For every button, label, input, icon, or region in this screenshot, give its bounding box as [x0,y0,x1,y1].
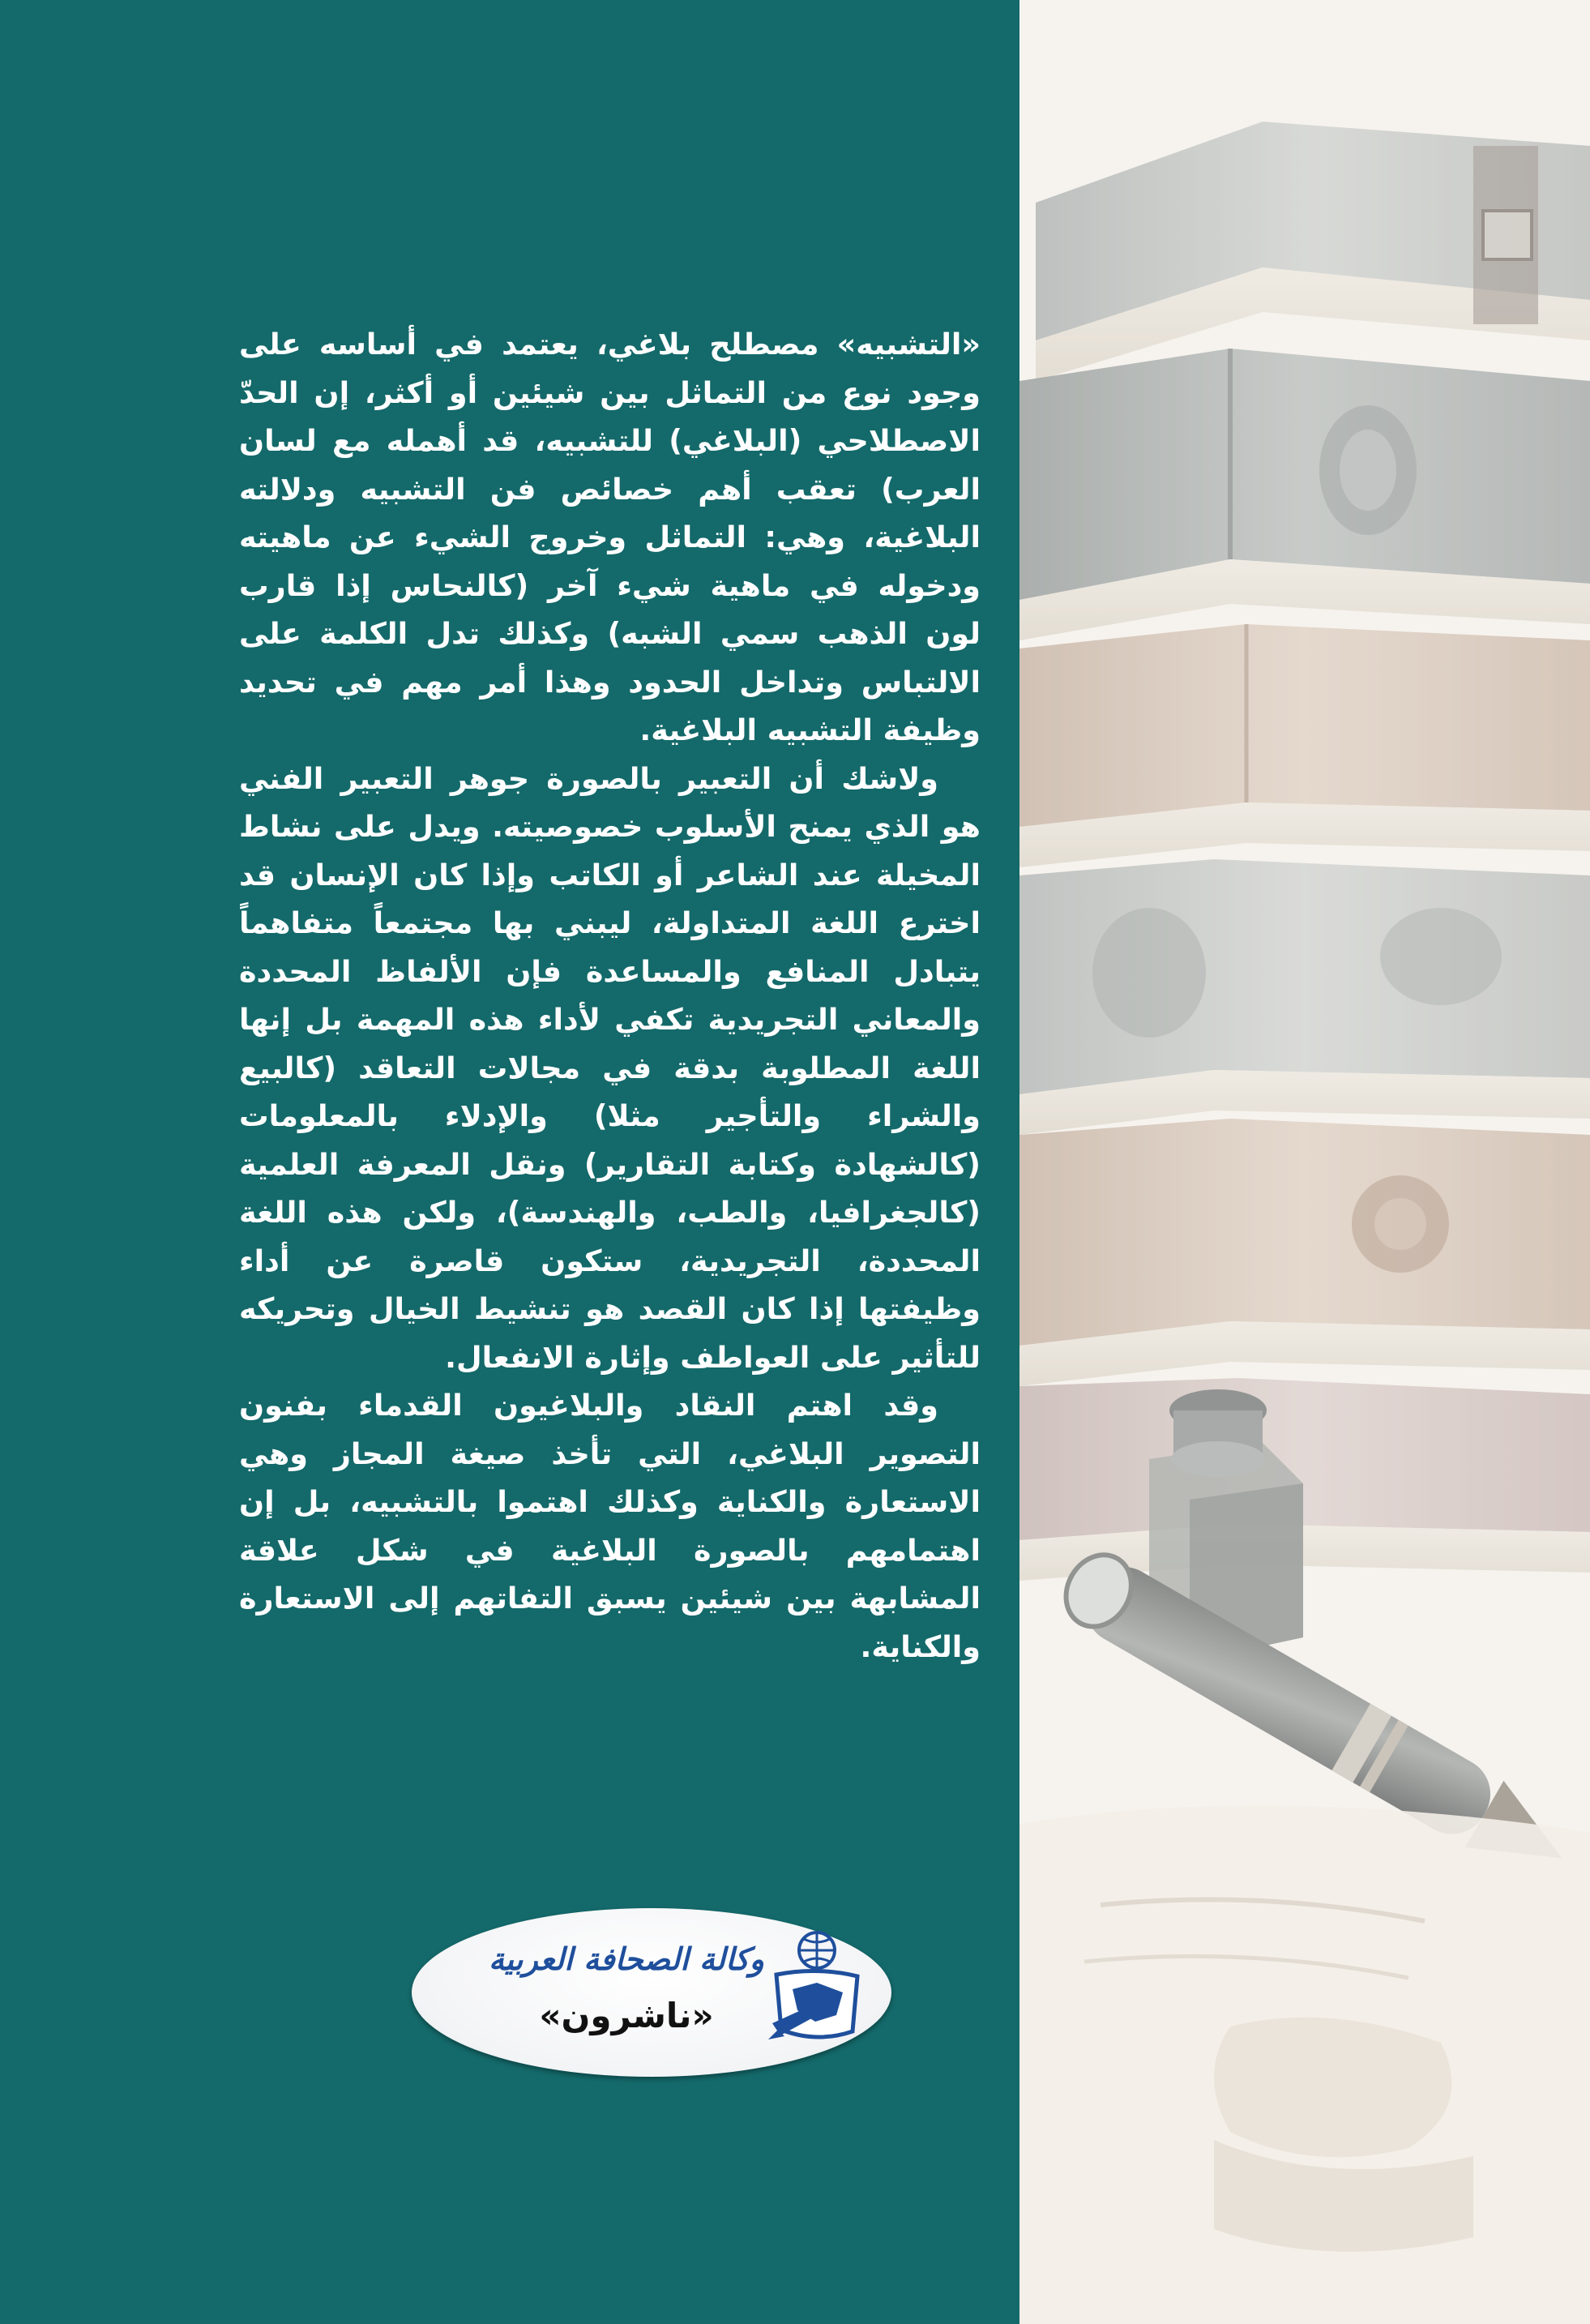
body-text [239,320,981,1671]
publisher-logo [412,1908,891,2077]
publisher-name: وكالة الصحافة العربية [488,1941,764,1977]
publisher-subtitle: «ناشرون» [539,1996,714,2035]
paragraph-1: «التشبيه» مصطلح بلاغي، يعتمد في أساسه على وجود نوع من التماثل بين شيئين أو أكثر، إن الحدّ الاصطلاحي (البلاغي) للتشبيه، قد أهمله مع لسان العرب) تعقب أهم خصائص فن التشبيه ودلالته البلاغية، وهي: التماثل وخروج الشيء عن ماهيته ودخوله في ماهية شيء آخر (كالنحاس إذا قارب لون الذهب سمي الشبه) وكذلك تدل الكلمة على الالتباس وتداخل الحدود وهذا أمر مهم في تحديد وظيفة التشبيه البلاغية. [239,327,981,747]
paragraph-2: ولاشك أن التعبير بالصورة جوهر التعبير الفني هو الذي يمنح الأسلوب خصوصيته. ويدل على نشاط المخيلة عند الشاعر أو الكاتب وإذا كان الإنسان قد اخترع اللغة المتداولة، ليبني بها مجتمعاً متفاهماً يتبادل المنافع والمساعدة فإن الألفاظ المحددة والمعاني التجريدية تكفي لأداء هذه المهمة بل إنها اللغة المطلوبة بدقة في مجالات التعاقد (كالبيع والشراء والتأجير مثلا) والإدلاء بالمعلومات (كالشهادة وكتابة التقارير) ونقل المعرفة العلمية (كالجغرافيا، والطب، والهندسة)، ولكن هذه اللغة المحددة، التجريدية، ستكون قاصرة عن أداء وظيفتها إذا كان القصد هو تنشيط الخيال وتحريكه للتأثير على العواطف وإثارة الانفعال. [239,760,981,1375]
globe-map-pen-emblem-icon [768,1926,874,2056]
paragraph-3: وقد اهتم النقاد والبلاغيون القدماء بفنون التصوير البلاغي، التي تأخذ صيغة المجاز وهي الاستعارة والكناية وكذلك اهتموا بالتشبيه، بل إن اهتمامهم بالصورة البلاغية في شكل علاقة المشابهة بين شيئين يسبق التفاتهم إلى الاستعارة والكناية. [239,1388,981,1664]
books-and-inkpen-illustration [1019,0,1590,2324]
